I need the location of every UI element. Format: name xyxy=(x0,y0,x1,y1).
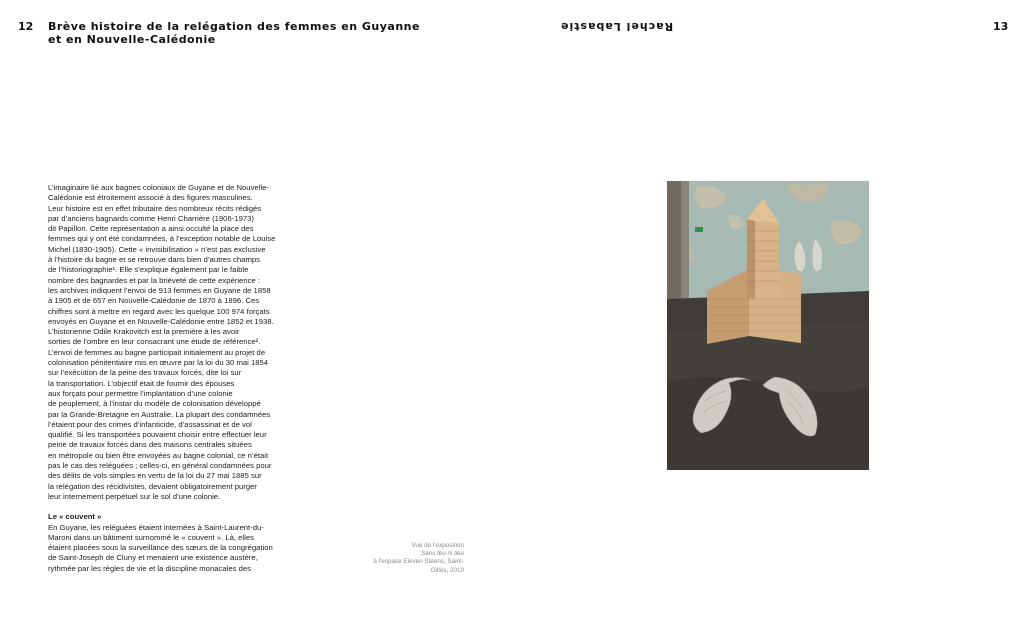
running-title xyxy=(48,20,420,46)
text-line: qualifié. Si les transportées pouvaient choisir entre effectuer leur xyxy=(48,430,267,440)
text-line: envoyés en Guyane et en Nouvelle-Calédonie entre 1852 et 1938. xyxy=(48,316,274,326)
text-line: les archives indiquent l’envoi de 913 femmes en Guyane de 1858 xyxy=(48,285,271,295)
text-line: Maroni dans un bâtiment surnommé le « couvent ». Là, elles xyxy=(48,532,254,542)
caption-line: Gilles, 2019 xyxy=(430,566,464,574)
text-line: nombre des bagnardes et par la brièveté de cette expérience : xyxy=(48,275,260,285)
text-line: la relégation des récidivistes, devaient obligatoirement purger xyxy=(48,481,257,491)
section-subheading: Le « couvent » xyxy=(48,512,102,522)
text-line: sorties de l’ombre en leur consacrant une étude de référence². xyxy=(48,337,261,347)
text-line: l’étaient pour des crimes d’infanticide, d’assassinat et de vol xyxy=(48,419,252,429)
text-line: Michel (1830-1905). Cette « invisibilisation » n’est pas exclusive xyxy=(48,244,266,254)
left-page-number: 12 xyxy=(18,20,34,33)
caption-line: à l’espace Eleven Steens, Saint- xyxy=(373,558,464,566)
text-line: à 1905 et de 657 en Nouvelle-Calédonie de 1870 à 1896. Ces xyxy=(48,296,260,306)
text-line: L’historienne Odile Krakovitch est la première à les avoir xyxy=(48,327,240,337)
text-line: étaient placées sous la surveillance des sœurs de la congrégation xyxy=(48,543,273,553)
paragraph-2 xyxy=(48,523,310,574)
text-line: des délits de vols simples en vertu de la loi du 27 mai 1885 sur xyxy=(48,471,262,481)
text-line: dit Papillon. Cette représentation a ainsi occulté la place des xyxy=(48,224,254,234)
text-line: pas le cas des reléguées ; celles-ci, en général condamnées pour xyxy=(48,461,272,471)
exhibition-photo-image xyxy=(667,181,869,470)
text-line: aux forçats pour permettre l’implantation d’une colonie xyxy=(48,388,233,398)
text-line: rythmée par les règles de vie et la discipline monacales des xyxy=(48,563,251,573)
text-line: leur internement perpétuel sur le sol d’une colonie. xyxy=(48,491,221,501)
right-page-number: 13 xyxy=(993,20,1009,33)
caption-title: Sans feu ni lieu xyxy=(420,550,464,558)
text-line: En Guyane, les reléguées étaient internées à Saint-Laurent-du- xyxy=(48,522,264,532)
text-line: colonisation pénitentiaire mis en œuvre par la loi du 30 mai 1854 xyxy=(48,358,269,368)
text-line: de Saint-Joseph de Cluny et menaient une existence austère, xyxy=(48,553,258,563)
text-line: Calédonie est étroitement associé à des figures masculines. xyxy=(48,193,253,203)
paragraph-1 xyxy=(48,183,310,502)
text-line: L’envoi de femmes au bagne participait initialement au projet de xyxy=(48,347,266,357)
text-line: Leur histoire est en effet tributaire des nombreux récits rédigés xyxy=(48,203,262,213)
text-line: en métropole ou bien être envoyées au bagne colonial, ce n’était xyxy=(48,450,269,460)
text-line: chiffres sont à mettre en regard avec les quelque 100 974 forçats xyxy=(48,306,270,316)
running-title-line: et en Nouvelle-Calédonie xyxy=(48,33,216,46)
text-line: à l’histoire du bagne et se retrouve dans bien d’autres champs xyxy=(48,255,260,265)
text-line: L’imaginaire lié aux bagnes coloniaux de Guyane et de Nouvelle- xyxy=(48,183,269,192)
text-line: de peuplement, à l’instar du modèle de colonisation développé xyxy=(48,399,261,409)
text-line: peine de travaux forcés dans des maisons centrales situées xyxy=(48,440,252,450)
author-name: Rachel Labastie xyxy=(560,20,674,33)
text-line: de l’historiographie¹. Elle s’explique également par le faible xyxy=(48,265,249,275)
text-line: la transportation. L’objectif était de fournir des épouses xyxy=(48,378,235,388)
text-line: sur l’exécution de la peine des travaux forcés, dite loi sur xyxy=(48,368,242,378)
paragraph-gap xyxy=(48,502,310,512)
article-body xyxy=(48,183,310,574)
exhibition-photo xyxy=(667,181,869,470)
caption-line: Vue de l’exposition xyxy=(411,542,464,549)
running-title-line: Brève histoire de la relégation des femmes en Guyanne xyxy=(48,20,420,33)
text-line: femmes qui y ont été condamnées, à l’exception notable de Louise xyxy=(48,234,276,244)
text-line: par d’anciens bagnards comme Henri Charrière (1906-1973) xyxy=(48,213,254,223)
photo-caption xyxy=(360,542,464,575)
text-line: par la Grande-Bretagne en Australie. La plupart des condamnées xyxy=(48,409,271,419)
